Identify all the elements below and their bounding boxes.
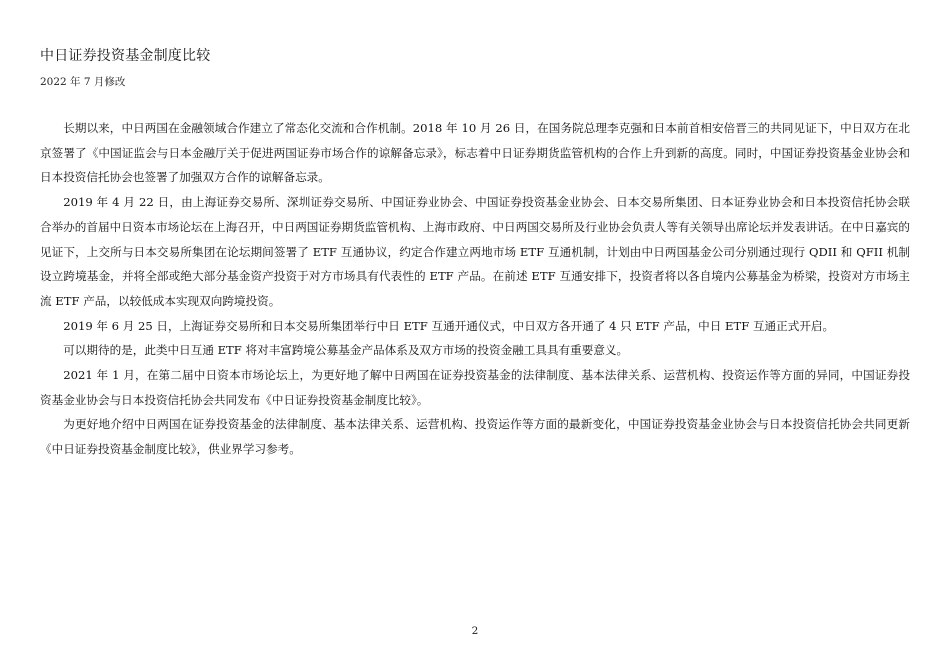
paragraph-cooperation-history: 长期以来，中日两国在金融领域合作建立了常态化交流和合作机制。2018 年 10 月 26 日，在国务院总理李克强和日本前首相安倍晋三的共同见证下，中日双方在北京签署了《中国证监会与日本金融厅关于促进两国证券市场合作的谅解备忘录》，标志着中日证券期货监管机构的合作上升到新的高度。同时，中国证券投资基金业协会和日本投资信托协会也签署了加强双方合作的谅解备忘录。: [40, 121, 910, 185]
paragraph-etf-launch: 2019 年 6 月 25 日，上海证券交易所和日本交易所集团举行中日 ETF 互通开通仪式，中日双方各开通了 4 只 ETF 产品，中日 ETF 互通正式开启。: [63, 318, 835, 333]
revision-date: 2022 年 7 月修改: [40, 76, 126, 88]
paragraph-update: 为更好地介绍中日两国在证券投资基金的法律制度、基本法律关系、运营机构、投资运作等方面的最新变化，中国证券投资基金业协会与日本投资信托协会共同更新《中日证券投资基金制度比较》，供业界学习参考。: [40, 417, 910, 457]
document-title: 中日证券投资基金制度比较: [40, 48, 211, 64]
paragraph-second-forum: 2021 年 1 月，在第二届中日资本市场论坛上，为更好地了解中日两国在证券投资基金的法律制度、基本法律关系、运营机构、投资运作等方面的异同，中国证券投资基金业协会与日本投资信托协会共同发布《中日证券投资基金制度比较》。: [40, 368, 910, 407]
page-number: 2: [471, 625, 479, 637]
paragraph-capital-market-forum: 2019 年 4 月 22 日，由上海证券交易所、深圳证券交易所、中国证券业协会、中国证券投资基金业协会、日本交易所集团、日本证券业协会和日本投资信托协会联合举办的首届中日资本市场论坛在上海召开，中日两国证券期货监管机构、上海市政府、中日两国交易所及行业协会负责人等有关领导出席论坛并发表讲话。在中日嘉宾的见证下，上交所与日本交易所集团在论坛期间签署了 ETF 互通协议，约定合作建立两地市场 ETF 互通机制，计划由中日两国基金公司分别通过现行 QDII 和 QFII 机制设立跨境基金，并将全部或绝大部分基金资产投资于对方市场具有代表性的 ETF 产品。在前述 ETF 互通安排下，投资者将以各自境内公募基金为桥梁，投资对方市场主流 ETF 产品，以较低成本实现双向跨境投资。: [40, 195, 910, 308]
document-body: [40, 116, 910, 462]
paragraph-expectation: 可以期待的是，此类中日互通 ETF 将对丰富跨境公募基金产品体系及双方市场的投资金融工具具有重要意义。: [63, 343, 629, 358]
